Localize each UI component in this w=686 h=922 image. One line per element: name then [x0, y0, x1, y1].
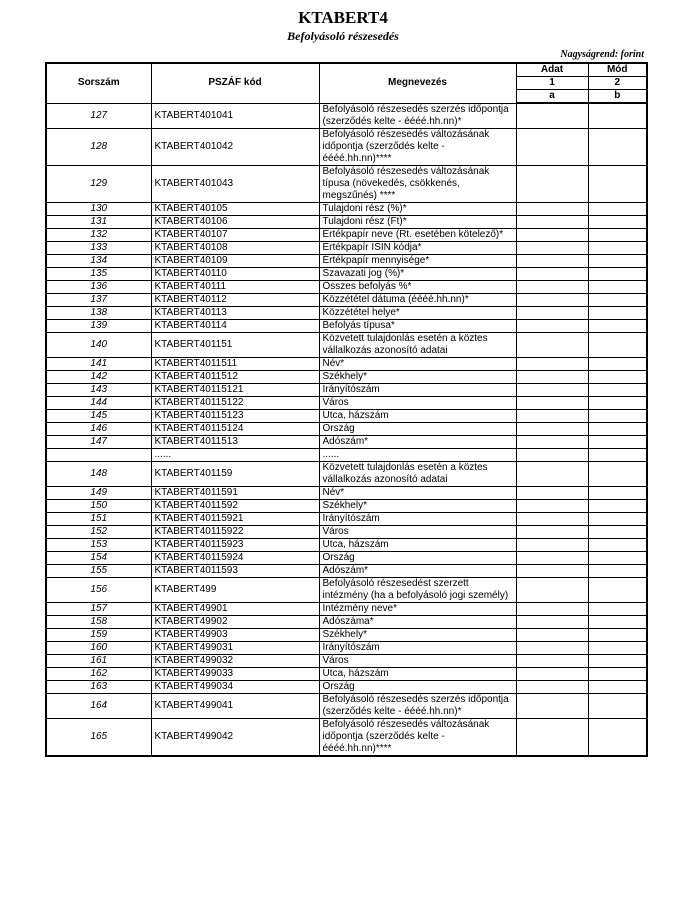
row-number: 158: [46, 615, 151, 628]
row-number: 154: [46, 551, 151, 564]
table-row: [46, 577, 647, 602]
adat-value-cell[interactable]: [516, 654, 588, 667]
row-pszaf-code: KTABERT40111: [151, 280, 319, 293]
row-description: Befolyásoló részesedés szerzés időpontja (szerződés kelte - éééé.hh.nn)*: [319, 103, 516, 128]
row-description: Közvetett tulajdonlás esetén a köztes vállalkozás azonosító adatai: [319, 461, 516, 486]
row-number: 136: [46, 280, 151, 293]
table-row: [46, 165, 647, 202]
row-pszaf-code: KTABERT401042: [151, 128, 319, 165]
table-row: [46, 499, 647, 512]
table-row: [46, 628, 647, 641]
row-pszaf-code: KTABERT40115123: [151, 409, 319, 422]
row-description: Közvetett tulajdonlás esetén a köztes vállalkozás azonosító adatai: [319, 332, 516, 357]
mod-value-cell[interactable]: [588, 383, 647, 396]
table-row: [46, 228, 647, 241]
adat-value-cell[interactable]: [516, 165, 588, 202]
table-row: [46, 615, 647, 628]
row-description: ......: [319, 448, 516, 461]
header-adat-letter: a: [516, 90, 588, 104]
adat-value-cell[interactable]: [516, 448, 588, 461]
mod-value-cell[interactable]: [588, 128, 647, 165]
adat-value-cell[interactable]: [516, 254, 588, 267]
mod-value-cell[interactable]: [588, 396, 647, 409]
mod-value-cell[interactable]: [588, 103, 647, 128]
table-row: [46, 280, 647, 293]
adat-value-cell[interactable]: [516, 693, 588, 718]
row-description: Értékpapír ISIN kódja*: [319, 241, 516, 254]
row-description: Város: [319, 396, 516, 409]
adat-value-cell[interactable]: [516, 486, 588, 499]
row-number: 151: [46, 512, 151, 525]
mod-value-cell[interactable]: [588, 628, 647, 641]
table-row: [46, 641, 647, 654]
row-number: 143: [46, 383, 151, 396]
adat-value-cell[interactable]: [516, 461, 588, 486]
row-number: 161: [46, 654, 151, 667]
data-table: [45, 62, 648, 757]
row-number: [46, 448, 151, 461]
adat-value-cell[interactable]: [516, 228, 588, 241]
table-row: [46, 486, 647, 499]
row-description: Utca, házszám: [319, 409, 516, 422]
row-pszaf-code: KTABERT40114: [151, 319, 319, 332]
row-pszaf-code: KTABERT40115922: [151, 525, 319, 538]
row-description: Székhely*: [319, 499, 516, 512]
table-row: [46, 448, 647, 461]
header-mod-number: 2: [588, 77, 647, 90]
row-description: Közzététel dátuma (éééé.hh.nn)*: [319, 293, 516, 306]
adat-value-cell[interactable]: [516, 267, 588, 280]
row-pszaf-code: KTABERT499032: [151, 654, 319, 667]
table-row: [46, 564, 647, 577]
adat-value-cell[interactable]: [516, 564, 588, 577]
row-description: Befolyásoló részesedés szerzés időpontja (szerződés kelte - éééé.hh.nn)*: [319, 693, 516, 718]
row-number: 144: [46, 396, 151, 409]
row-description: Adószám*: [319, 564, 516, 577]
row-number: 165: [46, 718, 151, 756]
row-pszaf-code: KTABERT40105: [151, 202, 319, 215]
row-description: Irányítószám: [319, 641, 516, 654]
row-description: Irányítószám: [319, 383, 516, 396]
table-row: [46, 396, 647, 409]
adat-value-cell[interactable]: [516, 383, 588, 396]
row-number: 160: [46, 641, 151, 654]
row-description: Befolyásoló részesedés változásának időpontja (szerződés kelte - éééé.hh.nn)****: [319, 718, 516, 756]
mod-value-cell[interactable]: [588, 241, 647, 254]
row-pszaf-code: KTABERT401151: [151, 332, 319, 357]
table-row: [46, 538, 647, 551]
row-number: 139: [46, 319, 151, 332]
row-pszaf-code: KTABERT499034: [151, 680, 319, 693]
row-pszaf-code: KTABERT49901: [151, 602, 319, 615]
table-row: [46, 103, 647, 128]
adat-value-cell[interactable]: [516, 319, 588, 332]
row-description: Város: [319, 525, 516, 538]
row-pszaf-code: KTABERT4011513: [151, 435, 319, 448]
row-number: 159: [46, 628, 151, 641]
row-number: 147: [46, 435, 151, 448]
header-adat-number: 1: [516, 77, 588, 90]
adat-value-cell[interactable]: [516, 422, 588, 435]
mod-value-cell[interactable]: [588, 615, 647, 628]
adat-value-cell[interactable]: [516, 293, 588, 306]
mod-value-cell[interactable]: [588, 602, 647, 615]
row-number: 150: [46, 499, 151, 512]
adat-value-cell[interactable]: [516, 409, 588, 422]
row-pszaf-code: KTABERT401043: [151, 165, 319, 202]
row-pszaf-code: KTABERT40106: [151, 215, 319, 228]
mod-value-cell[interactable]: [588, 319, 647, 332]
table-row: [46, 254, 647, 267]
row-description: Értékpapír neve (Rt. esetében kötelező)*: [319, 228, 516, 241]
table-row: [46, 551, 647, 564]
mod-value-cell[interactable]: [588, 306, 647, 319]
row-pszaf-code: KTABERT40108: [151, 241, 319, 254]
row-pszaf-code: KTABERT499042: [151, 718, 319, 756]
row-pszaf-code: KTABERT499033: [151, 667, 319, 680]
table-row: [46, 525, 647, 538]
mod-value-cell[interactable]: [588, 461, 647, 486]
adat-value-cell[interactable]: [516, 332, 588, 357]
table-body: [46, 103, 647, 756]
table-row: [46, 293, 647, 306]
mod-value-cell[interactable]: [588, 422, 647, 435]
header-adat: Adat: [516, 63, 588, 77]
row-pszaf-code: KTABERT499: [151, 577, 319, 602]
adat-value-cell[interactable]: [516, 241, 588, 254]
row-pszaf-code: KTABERT40112: [151, 293, 319, 306]
adat-value-cell[interactable]: [516, 641, 588, 654]
row-pszaf-code: KTABERT40109: [151, 254, 319, 267]
adat-value-cell[interactable]: [516, 680, 588, 693]
row-pszaf-code: KTABERT40115924: [151, 551, 319, 564]
row-number: 162: [46, 667, 151, 680]
row-number: 148: [46, 461, 151, 486]
header-sorszam: Sorszám: [46, 63, 151, 103]
row-description: Tulajdoni rész (Ft)*: [319, 215, 516, 228]
row-number: 164: [46, 693, 151, 718]
row-pszaf-code: KTABERT4011593: [151, 564, 319, 577]
row-description: Közzététel helye*: [319, 306, 516, 319]
row-pszaf-code: KTABERT4011591: [151, 486, 319, 499]
row-pszaf-code: KTABERT49902: [151, 615, 319, 628]
row-number: 155: [46, 564, 151, 577]
row-pszaf-code: KTABERT49903: [151, 628, 319, 641]
row-pszaf-code: KTABERT401159: [151, 461, 319, 486]
row-number: 153: [46, 538, 151, 551]
adat-value-cell[interactable]: [516, 667, 588, 680]
row-number: 133: [46, 241, 151, 254]
document-title: KTABERT4: [298, 8, 388, 27]
adat-value-cell[interactable]: [516, 357, 588, 370]
row-pszaf-code: KTABERT40115121: [151, 383, 319, 396]
table-row: [46, 332, 647, 357]
mod-value-cell[interactable]: [588, 525, 647, 538]
adat-value-cell[interactable]: [516, 499, 588, 512]
adat-value-cell[interactable]: [516, 103, 588, 128]
adat-value-cell[interactable]: [516, 280, 588, 293]
row-pszaf-code: KTABERT4011512: [151, 370, 319, 383]
row-pszaf-code: KTABERT499041: [151, 693, 319, 718]
mod-value-cell[interactable]: [588, 551, 647, 564]
table-row: [46, 461, 647, 486]
row-pszaf-code: KTABERT40107: [151, 228, 319, 241]
mod-value-cell[interactable]: [588, 680, 647, 693]
adat-value-cell[interactable]: [516, 615, 588, 628]
mod-value-cell[interactable]: [588, 499, 647, 512]
row-number: 134: [46, 254, 151, 267]
header-pszaf-kod: PSZÁF kód: [151, 63, 319, 103]
row-description: Név*: [319, 486, 516, 499]
row-description: Befolyás típusa*: [319, 319, 516, 332]
adat-value-cell[interactable]: [516, 512, 588, 525]
row-description: Befolyásoló részesedés változásának időpontja (szerződés kelte - éééé.hh.nn)****: [319, 128, 516, 165]
table-row: [46, 357, 647, 370]
row-pszaf-code: KTABERT4011511: [151, 357, 319, 370]
header-mod-letter: b: [588, 90, 647, 104]
row-description: Értékpapír mennyisége*: [319, 254, 516, 267]
adat-value-cell[interactable]: [516, 370, 588, 383]
adat-value-cell[interactable]: [516, 551, 588, 564]
row-pszaf-code: KTABERT40115122: [151, 396, 319, 409]
row-pszaf-code: KTABERT499031: [151, 641, 319, 654]
row-number: 157: [46, 602, 151, 615]
row-number: 149: [46, 486, 151, 499]
table-row: [46, 409, 647, 422]
row-number: 146: [46, 422, 151, 435]
table-row: [46, 512, 647, 525]
row-description: Tulajdoni rész (%)*: [319, 202, 516, 215]
header-mod: Mód: [588, 63, 647, 77]
mod-value-cell[interactable]: [588, 332, 647, 357]
adat-value-cell[interactable]: [516, 718, 588, 756]
mod-value-cell[interactable]: [588, 564, 647, 577]
table-row: [46, 128, 647, 165]
row-number: 145: [46, 409, 151, 422]
row-description: Intézmény neve*: [319, 602, 516, 615]
row-pszaf-code: KTABERT40115923: [151, 538, 319, 551]
adat-value-cell[interactable]: [516, 396, 588, 409]
mod-value-cell[interactable]: [588, 538, 647, 551]
row-pszaf-code: KTABERT40115921: [151, 512, 319, 525]
table-row: [46, 319, 647, 332]
mod-value-cell[interactable]: [588, 486, 647, 499]
row-number: 128: [46, 128, 151, 165]
row-pszaf-code: KTABERT40115124: [151, 422, 319, 435]
row-number: 142: [46, 370, 151, 383]
mod-value-cell[interactable]: [588, 577, 647, 602]
row-description: Szavazati jog (%)*: [319, 267, 516, 280]
mod-value-cell[interactable]: [588, 667, 647, 680]
mod-value-cell[interactable]: [588, 280, 647, 293]
mod-value-cell[interactable]: [588, 718, 647, 756]
header-megnevezes: Megnevezés: [319, 63, 516, 103]
row-pszaf-code: KTABERT40113: [151, 306, 319, 319]
row-description: Székhely*: [319, 628, 516, 641]
table-row: [46, 267, 647, 280]
row-number: 127: [46, 103, 151, 128]
row-number: 140: [46, 332, 151, 357]
mod-value-cell[interactable]: [588, 370, 647, 383]
row-description: Összes befolyás %*: [319, 280, 516, 293]
table-row: [46, 202, 647, 215]
table-row: [46, 306, 647, 319]
row-description: Befolyásoló részesedés változásának típusa (növekedés, csökkenés, megszűnés) ****: [319, 165, 516, 202]
row-number: 137: [46, 293, 151, 306]
adat-value-cell[interactable]: [516, 538, 588, 551]
mod-value-cell[interactable]: [588, 654, 647, 667]
row-description: Adószám*: [319, 435, 516, 448]
row-pszaf-code: KTABERT40110: [151, 267, 319, 280]
row-number: 156: [46, 577, 151, 602]
mod-value-cell[interactable]: [588, 693, 647, 718]
mod-value-cell[interactable]: [588, 512, 647, 525]
row-description: Adószáma*: [319, 615, 516, 628]
mod-value-cell[interactable]: [588, 165, 647, 202]
table-row: [46, 718, 647, 756]
adat-value-cell[interactable]: [516, 628, 588, 641]
table-row: [46, 667, 647, 680]
row-description: Ország: [319, 680, 516, 693]
row-number: 129: [46, 165, 151, 202]
mod-value-cell[interactable]: [588, 448, 647, 461]
table-row: [46, 370, 647, 383]
unit-note: Nagyságrend: forint: [560, 49, 644, 60]
table-row: [46, 654, 647, 667]
row-description: Város: [319, 654, 516, 667]
table-row: [46, 215, 647, 228]
adat-value-cell[interactable]: [516, 525, 588, 538]
table-row: [46, 383, 647, 396]
mod-value-cell[interactable]: [588, 293, 647, 306]
table-row: [46, 693, 647, 718]
row-number: 135: [46, 267, 151, 280]
row-number: 132: [46, 228, 151, 241]
row-number: 141: [46, 357, 151, 370]
row-description: Irányítószám: [319, 512, 516, 525]
adat-value-cell[interactable]: [516, 602, 588, 615]
row-number: 130: [46, 202, 151, 215]
table-row: [46, 680, 647, 693]
document-subtitle: Befolyásoló részesedés: [287, 29, 399, 43]
row-pszaf-code: ......: [151, 448, 319, 461]
mod-value-cell[interactable]: [588, 267, 647, 280]
adat-value-cell[interactable]: [516, 128, 588, 165]
row-description: Utca, házszám: [319, 667, 516, 680]
adat-value-cell[interactable]: [516, 202, 588, 215]
mod-value-cell[interactable]: [588, 641, 647, 654]
mod-value-cell[interactable]: [588, 409, 647, 422]
row-number: 131: [46, 215, 151, 228]
table-row: [46, 241, 647, 254]
mod-value-cell[interactable]: [588, 228, 647, 241]
row-number: 163: [46, 680, 151, 693]
row-description: Ország: [319, 422, 516, 435]
mod-value-cell[interactable]: [588, 435, 647, 448]
table-row: [46, 602, 647, 615]
row-number: 138: [46, 306, 151, 319]
adat-value-cell[interactable]: [516, 215, 588, 228]
adat-value-cell[interactable]: [516, 306, 588, 319]
row-description: Utca, házszám: [319, 538, 516, 551]
row-description: Ország: [319, 551, 516, 564]
mod-value-cell[interactable]: [588, 202, 647, 215]
table-row: [46, 422, 647, 435]
row-pszaf-code: KTABERT401041: [151, 103, 319, 128]
mod-value-cell[interactable]: [588, 215, 647, 228]
table-row: [46, 435, 647, 448]
row-pszaf-code: KTABERT4011592: [151, 499, 319, 512]
row-number: 152: [46, 525, 151, 538]
mod-value-cell[interactable]: [588, 254, 647, 267]
adat-value-cell[interactable]: [516, 435, 588, 448]
mod-value-cell[interactable]: [588, 357, 647, 370]
adat-value-cell[interactable]: [516, 577, 588, 602]
row-description: Székhely*: [319, 370, 516, 383]
row-description: Név*: [319, 357, 516, 370]
row-description: Befolyásoló részesedést szerzett intézmény (ha a befolyásoló jogi személy): [319, 577, 516, 602]
